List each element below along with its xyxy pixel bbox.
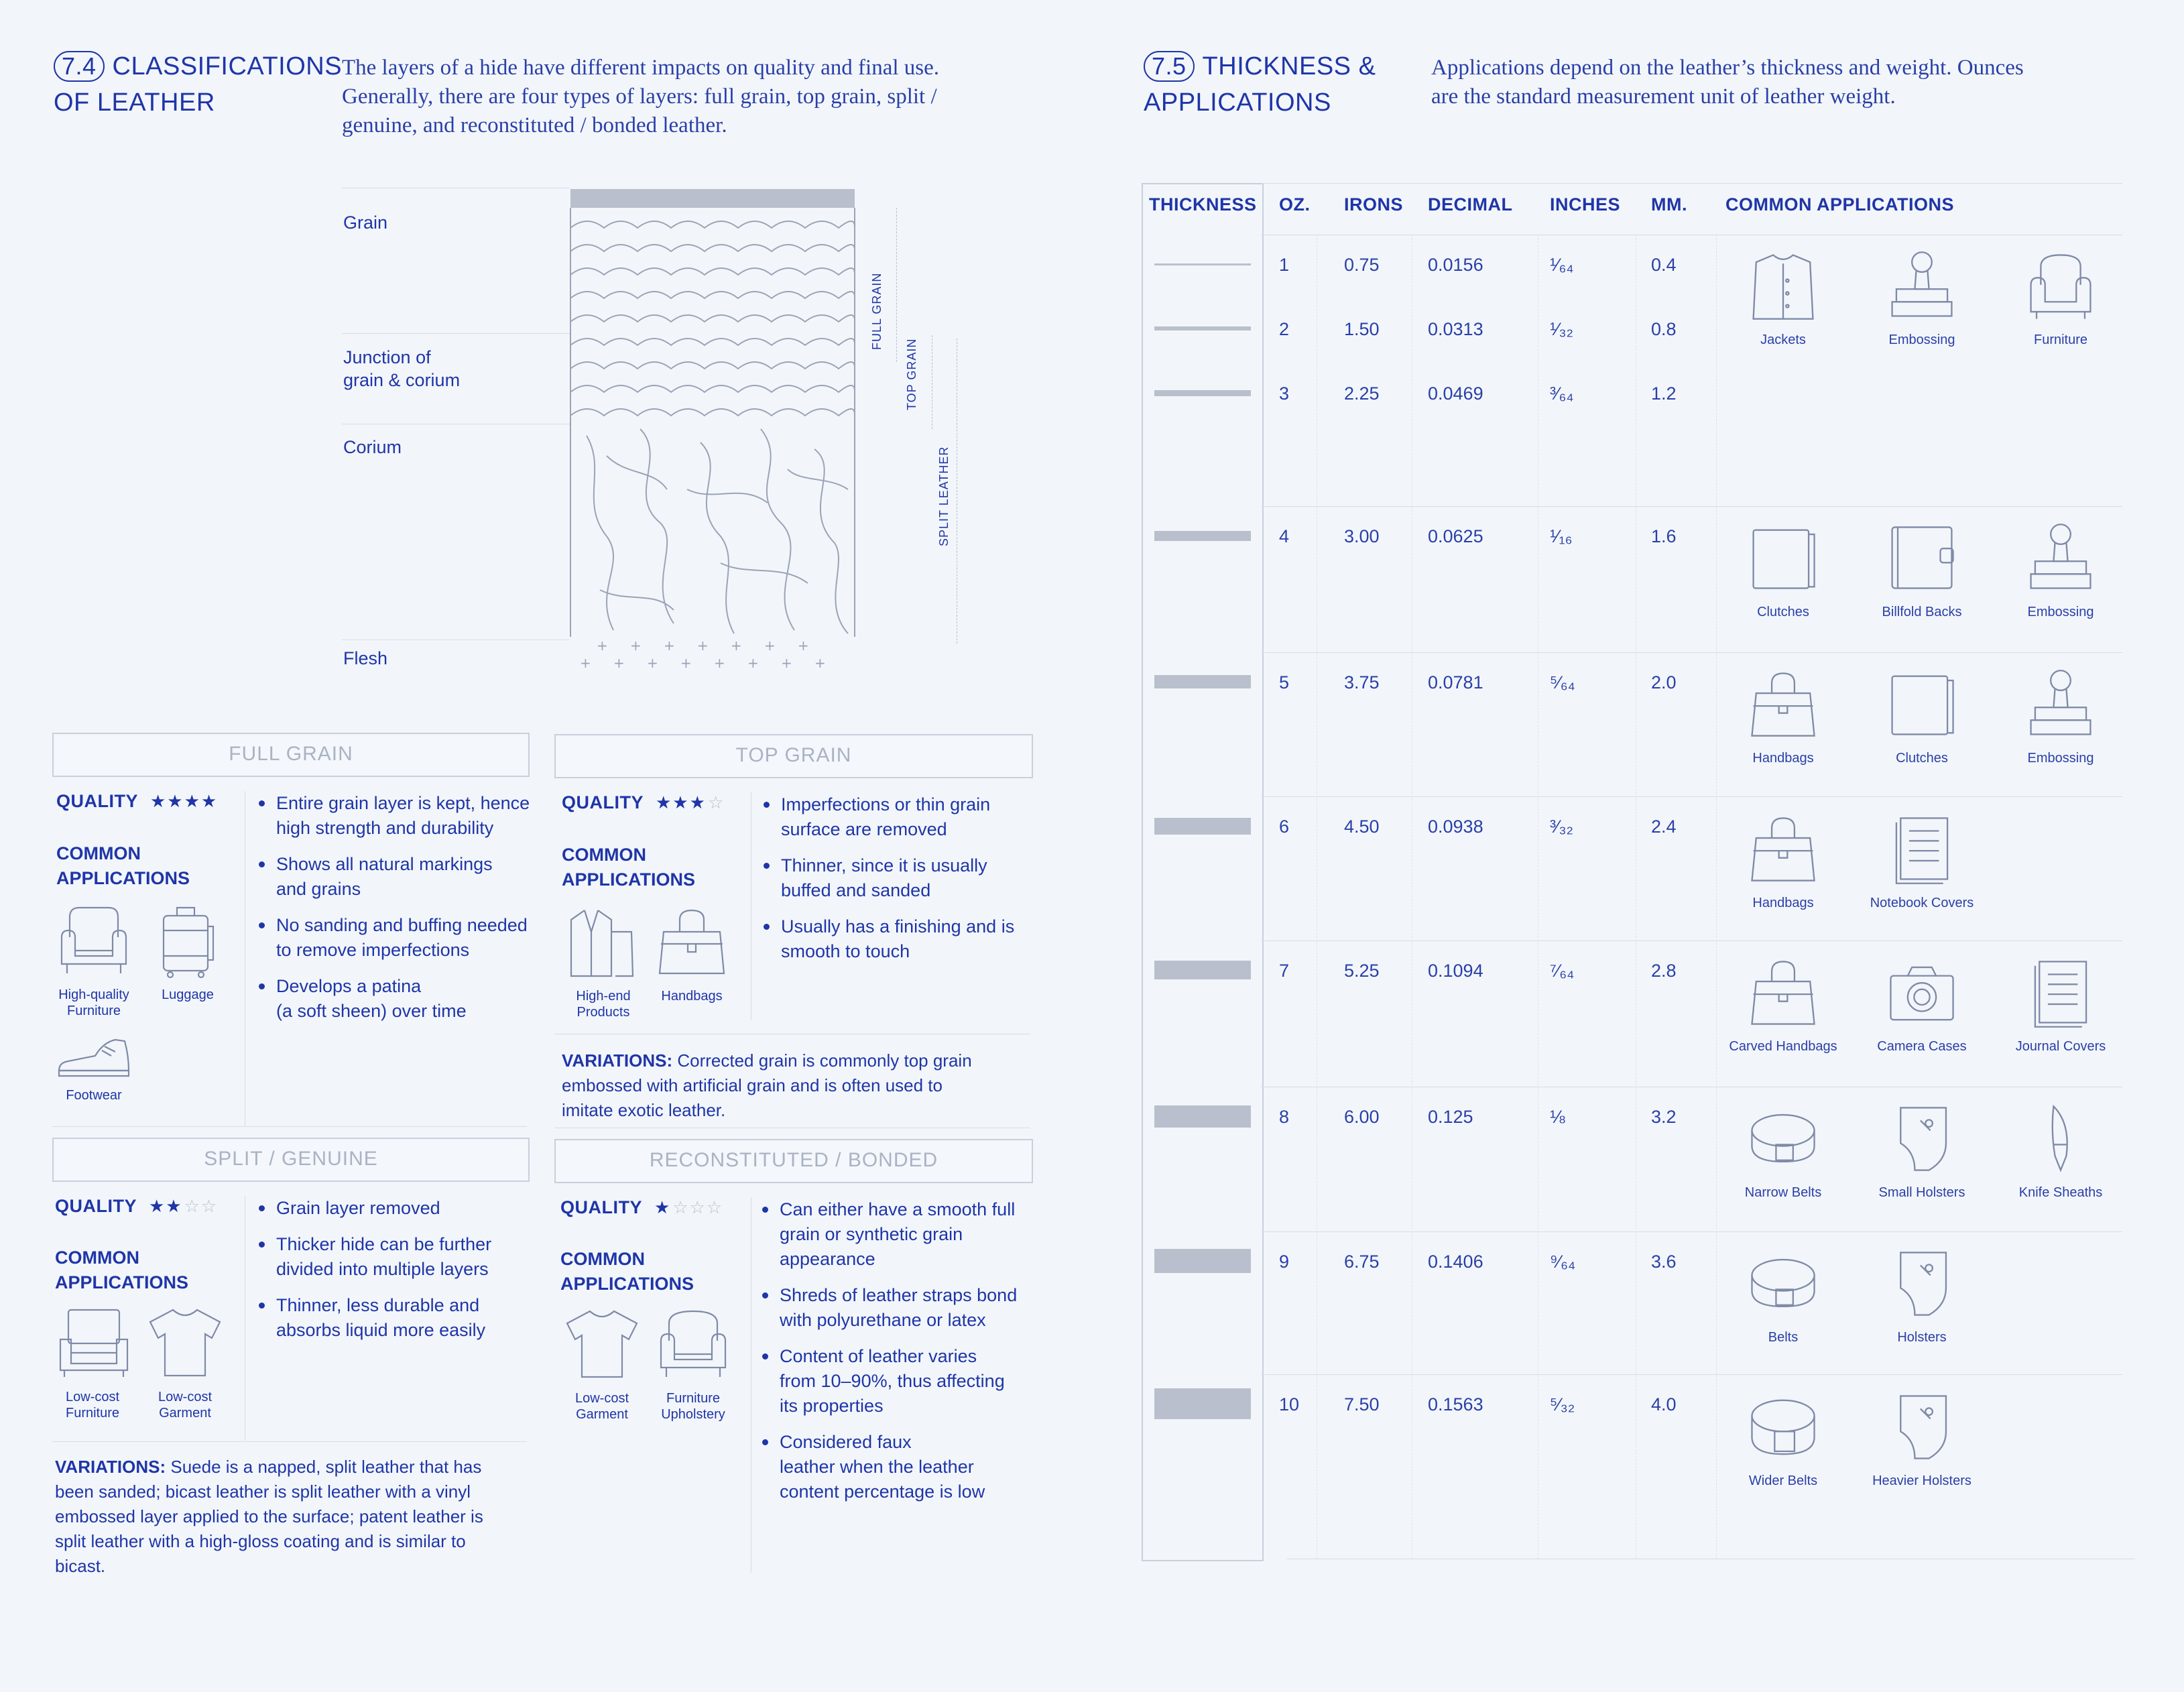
row-separator	[1261, 1231, 2122, 1232]
intro-line: The layers of a hide have different impacts on quality and final use.	[342, 56, 939, 80]
title-line-1: CLASSIFICATIONS	[112, 52, 343, 80]
application-caption: Holsters	[1897, 1330, 1947, 1345]
jackets-icon	[1746, 249, 1820, 323]
intro-line: Generally, there are four types of layers: full grain, top grain, split /	[342, 84, 937, 109]
icon-caption: Luggage	[162, 987, 214, 1002]
inches-cell: ¹⁄₃₂	[1550, 319, 1573, 339]
irons-cell: 6.75	[1344, 1252, 1380, 1272]
oz-cell: 7	[1279, 961, 1290, 981]
thickness-bar	[1154, 263, 1251, 265]
bonded-apps-label	[560, 1247, 694, 1296]
thickness-bar	[1154, 1249, 1251, 1273]
bullet-item: Shows all natural markings and grains	[257, 852, 539, 902]
carved-handbags-icon	[1746, 956, 1820, 1030]
top-grain-variations: VARIATIONS: Corrected grain is commonly top grain embossed with artificial grain and is often used to imitate exotic leather.	[562, 1050, 972, 1120]
apps-label-line: COMMON	[560, 1249, 645, 1269]
column-separator	[1716, 235, 1717, 1559]
irons-cell: 5.25	[1344, 961, 1380, 981]
full-grain-bullets	[257, 791, 539, 1035]
mm-cell: 1.6	[1651, 526, 1677, 546]
svg-text:+: +	[613, 655, 625, 671]
mm-cell: 3.2	[1651, 1107, 1677, 1127]
label-junction	[343, 346, 460, 391]
split-bullets	[257, 1196, 539, 1354]
top-grain-apps-label	[562, 843, 695, 892]
application-caption: Notebook Covers	[1870, 896, 1974, 910]
section-number-badge: 7.4	[54, 51, 105, 82]
application-caption: Billfold Backs	[1882, 605, 1962, 619]
application-caption: Clutches	[1896, 751, 1948, 766]
application-caption: Handbags	[1752, 896, 1814, 910]
furniture-icon	[2024, 249, 2098, 323]
icon-caption: Handbags	[661, 989, 723, 1004]
intro-line: Applications depend on the leather’s thickness and weight. Ounces	[1431, 56, 2024, 80]
oz-cell: 3	[1279, 383, 1290, 404]
decimal-cell: 0.0156	[1428, 255, 1483, 275]
label-junction-line: grain & corium	[343, 370, 461, 390]
svg-text:+: +	[747, 655, 759, 671]
bullet-item: Shreds of leather straps bond with polyurethane or latex	[761, 1283, 1042, 1333]
notebook-covers-icon	[1885, 812, 1959, 886]
label-top-grain-side: TOP GRAIN	[905, 338, 918, 410]
svg-text:+: +	[630, 638, 642, 654]
icon-caption: Low-cost Furniture	[65, 1390, 120, 1421]
bonded-bullets	[761, 1197, 1042, 1516]
intro-line: are the standard measurement unit of leather weight.	[1431, 84, 1896, 109]
inches-cell: ³⁄₃₂	[1550, 817, 1573, 837]
quality-label: QUALITY	[56, 791, 138, 811]
clutches-icon	[1746, 522, 1820, 595]
application-caption: Journal Covers	[2015, 1039, 2106, 1054]
thickness-bar	[1154, 390, 1251, 396]
svg-text:+: +	[714, 655, 725, 671]
full-grain-apps-label	[56, 841, 190, 891]
full-grain-quality	[56, 791, 218, 812]
top-grain-quality	[562, 792, 725, 813]
svg-text:+: +	[731, 638, 742, 654]
thickness-bar	[1154, 326, 1251, 330]
decimal-cell: 0.0469	[1428, 383, 1483, 404]
irons-cell: 3.00	[1344, 526, 1380, 546]
apps-label-line: APPLICATIONS	[55, 1272, 189, 1292]
mm-cell: 3.6	[1651, 1252, 1677, 1272]
application-caption: Handbags	[1752, 751, 1814, 766]
oz-cell: 2	[1279, 319, 1290, 339]
row-separator	[1261, 506, 2122, 507]
top-grain-bullets	[762, 792, 1044, 975]
mm-cell: 4.0	[1651, 1394, 1677, 1414]
hide-cross-section-diagram	[566, 188, 861, 677]
clutches-icon	[1885, 668, 1959, 741]
split-variations: VARIATIONS: Suede is a napped, split leather that has been sanded; bicast leather is split leather with a vinyl embossed layer applied to the surface; patent leather is split leather with a high-gloss coating and is similar to bicast.	[55, 1457, 483, 1576]
application-caption: Embossing	[2027, 751, 2094, 766]
irons-cell: 6.00	[1344, 1107, 1380, 1127]
thickness-bar	[1154, 675, 1251, 688]
svg-text:+: +	[781, 655, 792, 671]
armchair-icon	[656, 1307, 731, 1381]
icon-caption: Low-cost Garment	[158, 1390, 213, 1421]
title-line-2: OF LEATHER	[54, 88, 215, 117]
inches-cell: ³⁄₆₄	[1550, 383, 1574, 404]
application-caption: Narrow Belts	[1744, 1185, 1822, 1200]
wider-belts-icon	[1746, 1390, 1820, 1464]
apps-label-line: APPLICATIONS	[562, 869, 696, 890]
handbags-icon	[1746, 812, 1820, 886]
thickness-bar	[1154, 961, 1251, 979]
bullet-item: Develops a patina (a soft sheen) over time	[257, 974, 539, 1024]
column-header: IRONS	[1344, 194, 1404, 215]
section-7-4-intro	[342, 54, 1012, 140]
application-caption: Belts	[1768, 1330, 1799, 1345]
decimal-cell: 0.1563	[1428, 1394, 1483, 1414]
quality-label: QUALITY	[55, 1196, 137, 1216]
section-7-5-title	[1144, 48, 1376, 121]
application-caption: Small Holsters	[1878, 1185, 1965, 1200]
svg-text:+: +	[664, 638, 675, 654]
section-number-badge: 7.5	[1144, 51, 1195, 82]
bullet-item: Usually has a finishing and is smooth to touch	[762, 914, 1044, 964]
inches-cell: ⁵⁄₆₄	[1550, 672, 1575, 692]
quality-stars-empty: ☆☆☆	[672, 1197, 724, 1217]
row-separator	[1261, 796, 2122, 797]
split-genuine-header: SPLIT / GENUINE	[52, 1138, 530, 1182]
application-caption: Knife Sheaths	[2018, 1185, 2103, 1200]
heavier-holsters-icon	[1885, 1390, 1959, 1464]
full-grain-header: FULL GRAIN	[52, 733, 530, 777]
label-full-grain-side: FULL GRAIN	[870, 272, 884, 350]
split-apps-label	[55, 1246, 188, 1295]
journal-covers-icon	[2024, 956, 2098, 1030]
decimal-cell: 0.0781	[1428, 672, 1483, 692]
application-caption: Camera Cases	[1877, 1039, 1967, 1054]
svg-text:+: +	[697, 638, 709, 654]
column-header: MM.	[1651, 194, 1687, 215]
armchair-icon	[56, 904, 131, 977]
label-split-leather-side: SPLIT LEATHER	[937, 446, 951, 546]
mm-cell: 2.8	[1651, 961, 1677, 981]
icon-caption: High-quality Furniture	[58, 987, 129, 1018]
bonded-quality	[560, 1197, 723, 1218]
oz-cell: 6	[1279, 817, 1290, 837]
oz-cell: 8	[1279, 1107, 1290, 1127]
quality-label: QUALITY	[560, 1197, 642, 1217]
bullet-item: Content of leather varies from 10–90%, thus affecting its properties	[761, 1344, 1042, 1418]
thickness-bar	[1154, 1388, 1251, 1419]
suit-icon	[564, 905, 640, 980]
irons-cell: 7.50	[1344, 1394, 1380, 1414]
apps-label-line: APPLICATIONS	[560, 1274, 694, 1294]
mm-cell: 1.2	[1651, 383, 1677, 404]
icon-caption: Low-cost Garment	[574, 1391, 629, 1422]
svg-text:+: +	[647, 655, 658, 671]
inches-cell: ⅛	[1550, 1107, 1565, 1127]
section-7-4-title	[54, 48, 342, 121]
bullet-item: Can either have a smooth full grain or synthetic grain appearance	[761, 1197, 1042, 1272]
icon-caption: Footwear	[66, 1088, 122, 1103]
apps-label-line: COMMON	[55, 1248, 139, 1268]
application-caption: Jackets	[1760, 333, 1806, 347]
quality-label: QUALITY	[562, 792, 644, 812]
column-header: COMMON APPLICATIONS	[1725, 194, 1954, 215]
oz-cell: 4	[1279, 526, 1290, 546]
apps-label-line: COMMON	[56, 843, 141, 863]
embossing-icon	[2024, 522, 2098, 595]
oz-cell: 1	[1279, 255, 1290, 275]
bullet-item: Considered faux leather when the leather content percentage is low	[761, 1430, 1042, 1504]
application-caption: Heavier Holsters	[1872, 1473, 1971, 1488]
intro-line: genuine, and reconstituted / bonded leather.	[342, 113, 727, 137]
bullet-item: No sanding and buffing needed to remove imperfections	[257, 913, 539, 963]
quality-stars: ★★	[149, 1196, 183, 1216]
decimal-cell: 0.125	[1428, 1107, 1473, 1127]
narrow-belts-icon	[1746, 1102, 1820, 1176]
irons-cell: 3.75	[1344, 672, 1380, 692]
title-line-1: THICKNESS &	[1202, 52, 1376, 80]
decimal-cell: 0.0938	[1428, 817, 1483, 837]
label-corium: Corium	[343, 437, 402, 457]
label-junction-line: Junction of	[343, 347, 431, 367]
apps-label-line: COMMON	[562, 845, 646, 865]
belts-icon	[1746, 1247, 1820, 1321]
label-flesh: Flesh	[343, 648, 388, 668]
application-caption: Embossing	[2027, 605, 2094, 619]
svg-text:+: +	[764, 638, 776, 654]
column-header: THICKNESS	[1149, 194, 1257, 215]
decimal-cell: 0.0313	[1428, 319, 1483, 339]
oz-cell: 5	[1279, 672, 1290, 692]
application-caption: Carved Handbags	[1729, 1039, 1837, 1054]
irons-cell: 0.75	[1344, 255, 1380, 275]
row-separator	[1261, 652, 2122, 653]
inches-cell: ⁷⁄₆₄	[1550, 961, 1575, 981]
mm-cell: 0.8	[1651, 319, 1677, 339]
decimal-cell: 0.0625	[1428, 526, 1483, 546]
bullet-item: Entire grain layer is kept, hence high strength and durability	[257, 791, 539, 841]
quality-stars: ★	[654, 1197, 672, 1217]
icon-caption: Furniture Upholstery	[661, 1391, 725, 1422]
handbags-icon	[1746, 668, 1820, 741]
split-quality	[55, 1196, 218, 1217]
thickness-bar	[1154, 1105, 1251, 1128]
column-header: OZ.	[1279, 194, 1311, 215]
embossing-icon	[1885, 249, 1959, 323]
svg-text:+: +	[580, 655, 591, 671]
small-holsters-icon	[1885, 1102, 1959, 1176]
luggage-icon	[156, 904, 217, 979]
shoe-icon	[55, 1036, 133, 1083]
inches-cell: ¹⁄₁₆	[1550, 526, 1573, 546]
tshirt-icon	[146, 1306, 224, 1380]
handbag-icon	[654, 905, 729, 980]
tshirt-icon	[563, 1307, 641, 1381]
camera-cases-icon	[1885, 956, 1959, 1030]
inches-cell: ⁵⁄₃₂	[1550, 1394, 1575, 1414]
inches-cell: ¹⁄₆₄	[1550, 255, 1574, 275]
svg-text:+: +	[814, 655, 826, 671]
chair-icon	[55, 1306, 133, 1380]
mm-cell: 0.4	[1651, 255, 1677, 275]
title-line-2: APPLICATIONS	[1144, 88, 1331, 117]
svg-text:+: +	[597, 638, 608, 654]
application-caption: Wider Belts	[1748, 1473, 1818, 1488]
bullet-item: Imperfections or thin grain surface are removed	[762, 792, 1044, 842]
bullet-item: Thicker hide can be further divided into multiple layers	[257, 1232, 539, 1282]
irons-cell: 1.50	[1344, 319, 1380, 339]
oz-cell: 9	[1279, 1252, 1290, 1272]
label-grain: Grain	[343, 213, 388, 233]
bullet-item: Thinner, less durable and absorbs liquid more easily	[257, 1293, 539, 1343]
row-separator	[1261, 1374, 2122, 1375]
thickness-bar	[1154, 531, 1251, 541]
application-caption: Clutches	[1757, 605, 1809, 619]
column-header: DECIMAL	[1428, 194, 1513, 215]
decimal-cell: 0.1094	[1428, 961, 1483, 981]
apps-label-line: APPLICATIONS	[56, 868, 190, 888]
decimal-cell: 0.1406	[1428, 1252, 1483, 1272]
svg-text:+: +	[680, 655, 692, 671]
irons-cell: 2.25	[1344, 383, 1380, 404]
bonded-header: RECONSTITUTED / BONDED	[554, 1139, 1033, 1183]
knife-sheaths-icon	[2024, 1102, 2098, 1176]
quality-stars: ★★★★	[150, 791, 219, 811]
application-caption: Embossing	[1888, 333, 1955, 347]
application-caption: Furniture	[2033, 333, 2088, 347]
quality-stars-empty: ☆	[707, 792, 725, 812]
irons-cell: 4.50	[1344, 817, 1380, 837]
mm-cell: 2.0	[1651, 672, 1677, 692]
top-grain-header: TOP GRAIN	[554, 734, 1033, 778]
holsters-icon	[1885, 1247, 1959, 1321]
quality-stars-empty: ☆☆	[184, 1196, 219, 1216]
embossing-icon	[2024, 668, 2098, 741]
thickness-bar	[1154, 818, 1251, 835]
icon-caption: High-end Products	[576, 989, 631, 1020]
mm-cell: 2.4	[1651, 817, 1677, 837]
inches-cell: ⁹⁄₆₄	[1550, 1252, 1575, 1272]
column-header: INCHES	[1550, 194, 1621, 215]
bullet-item: Thinner, since it is usually buffed and sanded	[762, 853, 1044, 903]
bullet-item: Grain layer removed	[257, 1196, 539, 1221]
section-7-5-intro	[1431, 54, 2102, 111]
billfold-backs-icon	[1885, 522, 1959, 595]
oz-cell: 10	[1279, 1394, 1300, 1414]
svg-text:+: +	[798, 638, 809, 654]
quality-stars: ★★★	[656, 792, 707, 812]
